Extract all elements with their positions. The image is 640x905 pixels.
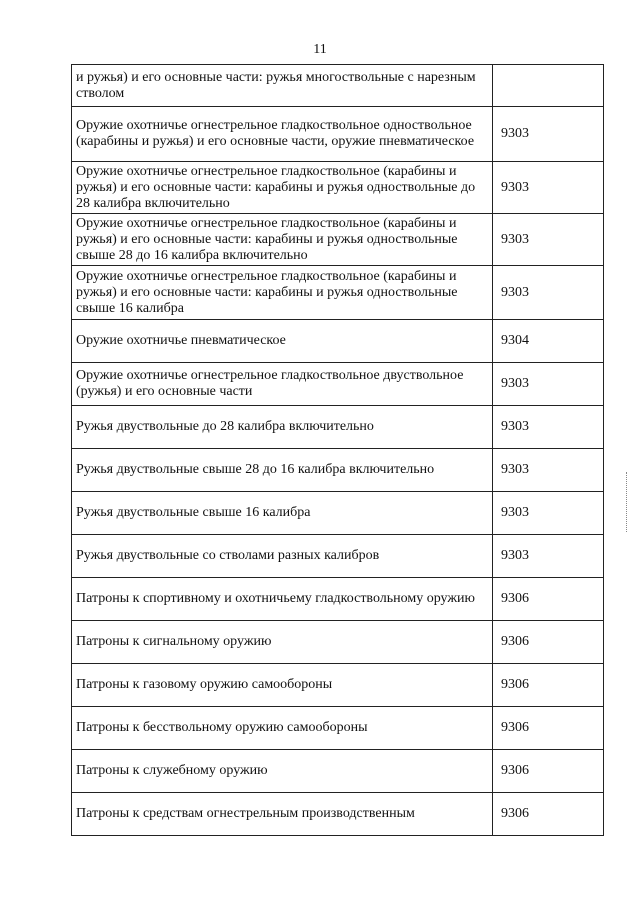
table-row xyxy=(72,793,604,836)
table-row xyxy=(72,363,604,406)
table-row xyxy=(72,664,604,707)
table-row xyxy=(72,449,604,492)
row-description: Патроны к газовому оружию самообороны xyxy=(72,664,493,707)
row-description: Патроны к бесствольному оружию самообороны xyxy=(72,707,493,750)
row-description: Патроны к средствам огнестрельным производственным xyxy=(72,793,493,836)
row-code: 9303 xyxy=(493,214,604,266)
table-row xyxy=(72,214,604,266)
row-code: 9306 xyxy=(493,621,604,664)
row-description: Оружие охотничье огнестрельное гладкоствольное (карабины и ружья) и его основные части: карабины и ружья одноствольные до 28 калибра включительно xyxy=(72,162,493,214)
table-row xyxy=(72,492,604,535)
row-description: Патроны к спортивному и охотничьему гладкоствольному оружию xyxy=(72,578,493,621)
row-code: 9303 xyxy=(493,535,604,578)
table-row xyxy=(72,320,604,363)
row-code: 9303 xyxy=(493,107,604,162)
row-code: 9306 xyxy=(493,578,604,621)
row-code: 9303 xyxy=(493,406,604,449)
row-code: 9303 xyxy=(493,492,604,535)
table-row xyxy=(72,107,604,162)
row-code: 9303 xyxy=(493,363,604,406)
row-description: Ружья двуствольные свыше 16 калибра xyxy=(72,492,493,535)
row-code xyxy=(493,65,604,107)
table-row xyxy=(72,707,604,750)
row-code: 9306 xyxy=(493,793,604,836)
table-row xyxy=(72,578,604,621)
row-code: 9303 xyxy=(493,162,604,214)
row-description: Ружья двуствольные со стволами разных калибров xyxy=(72,535,493,578)
row-description: Ружья двуствольные до 28 калибра включительно xyxy=(72,406,493,449)
row-code: 9306 xyxy=(493,750,604,793)
table-row xyxy=(72,406,604,449)
row-description: Патроны к сигнальному оружию xyxy=(72,621,493,664)
table-row xyxy=(72,621,604,664)
row-description: Ружья двуствольные свыше 28 до 16 калибра включительно xyxy=(72,449,493,492)
row-description: Оружие охотничье огнестрельное гладкоствольное одноствольное (карабины и ружья) и его основные части, оружие пневматическое xyxy=(72,107,493,162)
row-code: 9306 xyxy=(493,664,604,707)
scan-edge-mark xyxy=(626,472,631,532)
table-row xyxy=(72,162,604,214)
table-row xyxy=(72,65,604,107)
row-code: 9303 xyxy=(493,266,604,320)
table-row xyxy=(72,266,604,320)
row-description: Патроны к служебному оружию xyxy=(72,750,493,793)
row-description: Оружие охотничье пневматическое xyxy=(72,320,493,363)
row-description: Оружие охотничье огнестрельное гладкоствольное (карабины и ружья) и его основные части: карабины и ружья одноствольные свыше 28 до 16 калибра включительно xyxy=(72,214,493,266)
table-row xyxy=(72,535,604,578)
table-row xyxy=(72,750,604,793)
row-description: и ружья) и его основные части: ружья многоствольные с нарезным стволом xyxy=(72,65,493,107)
row-code: 9303 xyxy=(493,449,604,492)
row-description: Оружие охотничье огнестрельное гладкоствольное двуствольное (ружья) и его основные части xyxy=(72,363,493,406)
row-code: 9304 xyxy=(493,320,604,363)
row-code: 9306 xyxy=(493,707,604,750)
row-description: Оружие охотничье огнестрельное гладкоствольное (карабины и ружья) и его основные части: карабины и ружья одноствольные свыше 16 калибра xyxy=(72,266,493,320)
product-code-table xyxy=(71,64,604,836)
page-number: 11 xyxy=(313,42,327,57)
